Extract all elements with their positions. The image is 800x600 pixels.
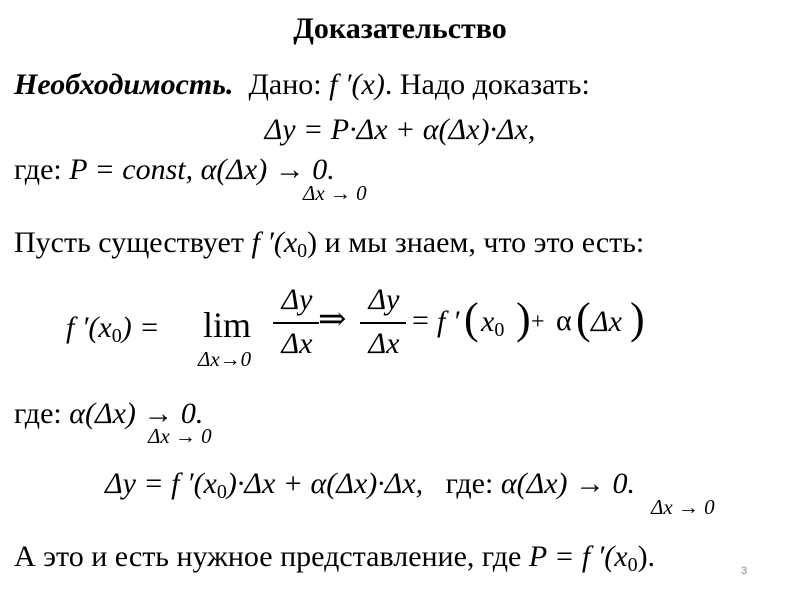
where-expr-2: α(Δx) → 0. <box>69 397 204 430</box>
equation-representation <box>105 467 635 509</box>
equation-increment-text: Δy = P·Δx + α(Δx)·Δx, <box>264 113 536 146</box>
limit-lhs <box>66 311 159 353</box>
equation-increment <box>0 113 800 147</box>
paren-open-1: ( <box>464 294 479 343</box>
suppose-text-1: Пусть существует <box>14 226 252 259</box>
limit-lhs-end: ) = <box>121 311 160 344</box>
x0-expr <box>481 305 504 347</box>
f-prime: f ′ <box>437 305 460 338</box>
paren-close-1: ) <box>516 294 531 343</box>
page-title: Доказательство <box>293 12 507 45</box>
suppose-sub: 0 <box>297 240 308 262</box>
where-line-1 <box>14 153 335 187</box>
delta-x: Δx <box>591 305 622 338</box>
paren-open-2: ( <box>576 294 591 343</box>
limit-subscript-3: Δx → 0 <box>651 495 715 519</box>
eq2-sub: 0 <box>216 481 227 503</box>
necessity-label: Необходимость. <box>14 68 234 101</box>
conclusion-expr: P = f ′(x <box>528 540 628 573</box>
eq2-expr: Δy = f ′(x <box>105 467 217 500</box>
eq2-where-expr: α(Δx) → 0. <box>500 467 635 500</box>
limit-subscript-2: Δx → 0 <box>148 424 212 448</box>
limit-lhs-expr: f ′(x <box>66 311 112 344</box>
given-expr: f ′(x) <box>329 68 385 101</box>
limit-subscript-1: Δx → 0 <box>303 181 367 205</box>
lim-operator: lim <box>203 305 252 345</box>
suppose-expr: f ′(x <box>251 226 298 259</box>
x0-base: x <box>481 305 495 338</box>
x0-sub: 0 <box>494 319 505 341</box>
suppose-text-2: ) и мы знаем, что это есть: <box>307 226 645 259</box>
limit-lhs-sub: 0 <box>111 325 122 347</box>
plus-sign: + <box>531 309 545 335</box>
conclusion-text: А это и есть нужное представление, где <box>14 540 529 573</box>
eq2-rest: )·Δx + α(Δx)·Δx, <box>226 467 424 500</box>
page-number: 3 <box>741 565 748 577</box>
lim-subscript: Δx→0 <box>198 347 252 371</box>
necessity-line <box>14 68 590 102</box>
where-expr-1: P = const, α(Δx) → 0. <box>69 153 335 186</box>
given-text: Дано: <box>248 68 330 101</box>
prove-text: . Надо доказать: <box>384 68 590 101</box>
fraction-2-bar <box>360 322 406 324</box>
conclusion-line <box>14 540 655 582</box>
fraction-1-bar <box>273 322 319 324</box>
implies-arrow: ⇒ <box>318 301 347 338</box>
where-label-1: где: <box>14 153 70 186</box>
alpha-symbol: α <box>556 304 572 337</box>
paren-close-2: ) <box>630 294 645 343</box>
suppose-line <box>14 226 644 268</box>
conclusion-end: ). <box>637 540 656 573</box>
fraction-1-denominator: Δx <box>281 327 313 360</box>
where-label-2: где: <box>14 397 70 430</box>
fraction-1-numerator: Δy <box>281 283 313 316</box>
fraction-2-numerator: Δy <box>368 283 400 316</box>
eq2-where: где: <box>445 467 501 500</box>
conclusion-sub: 0 <box>627 554 638 576</box>
fraction-2-denominator: Δx <box>368 327 400 360</box>
equals-sign: = <box>412 304 429 337</box>
